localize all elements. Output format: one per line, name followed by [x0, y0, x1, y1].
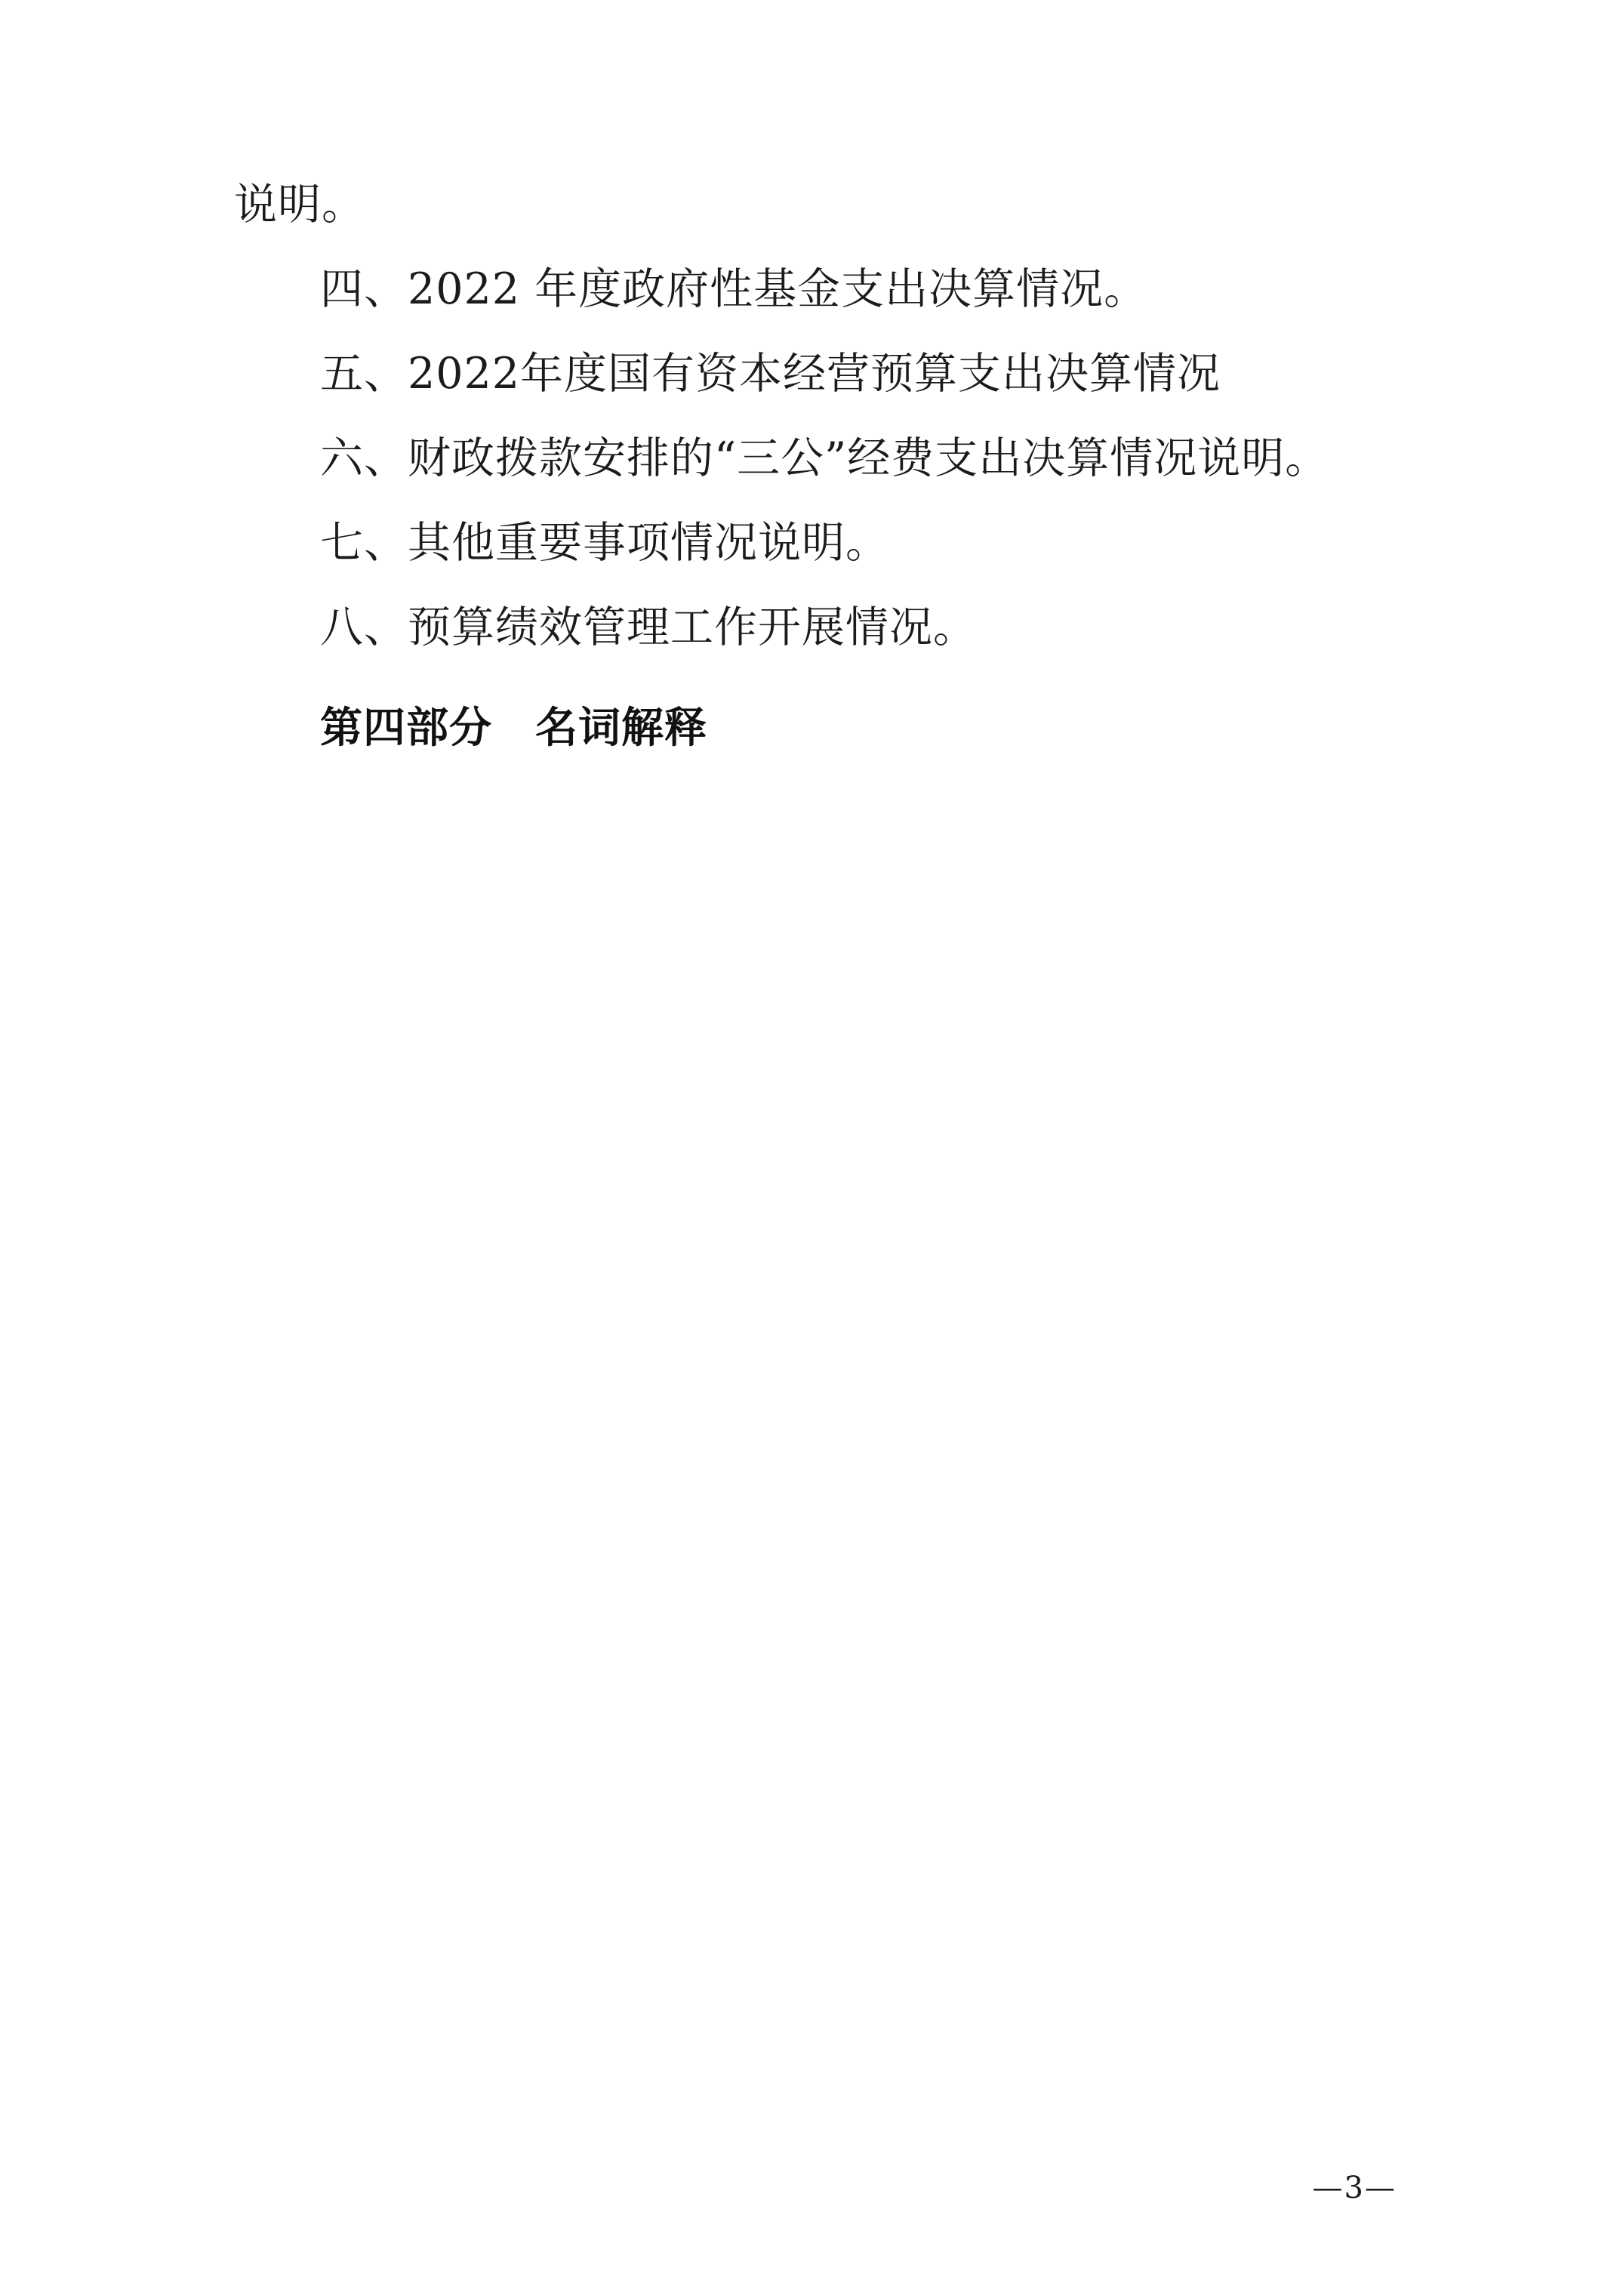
document-body	[234, 162, 1412, 774]
body-line: 八、预算绩效管理工作开展情况。	[320, 603, 977, 652]
section-heading: 第四部分 名词解释	[320, 704, 707, 753]
body-line: 五、2022年度国有资本经营预算支出决算情况	[320, 349, 1221, 399]
body-line: 说明。	[234, 180, 365, 230]
body-line: 四、2022 年度政府性基金支出决算情况。	[320, 264, 1148, 314]
body-line: 六、财政拨款安排的“三公”经费支出决算情况说明。	[320, 433, 1329, 483]
page-number: —3—	[1312, 2171, 1397, 2205]
body-line: 七、其他重要事项情况说明。	[320, 518, 889, 568]
